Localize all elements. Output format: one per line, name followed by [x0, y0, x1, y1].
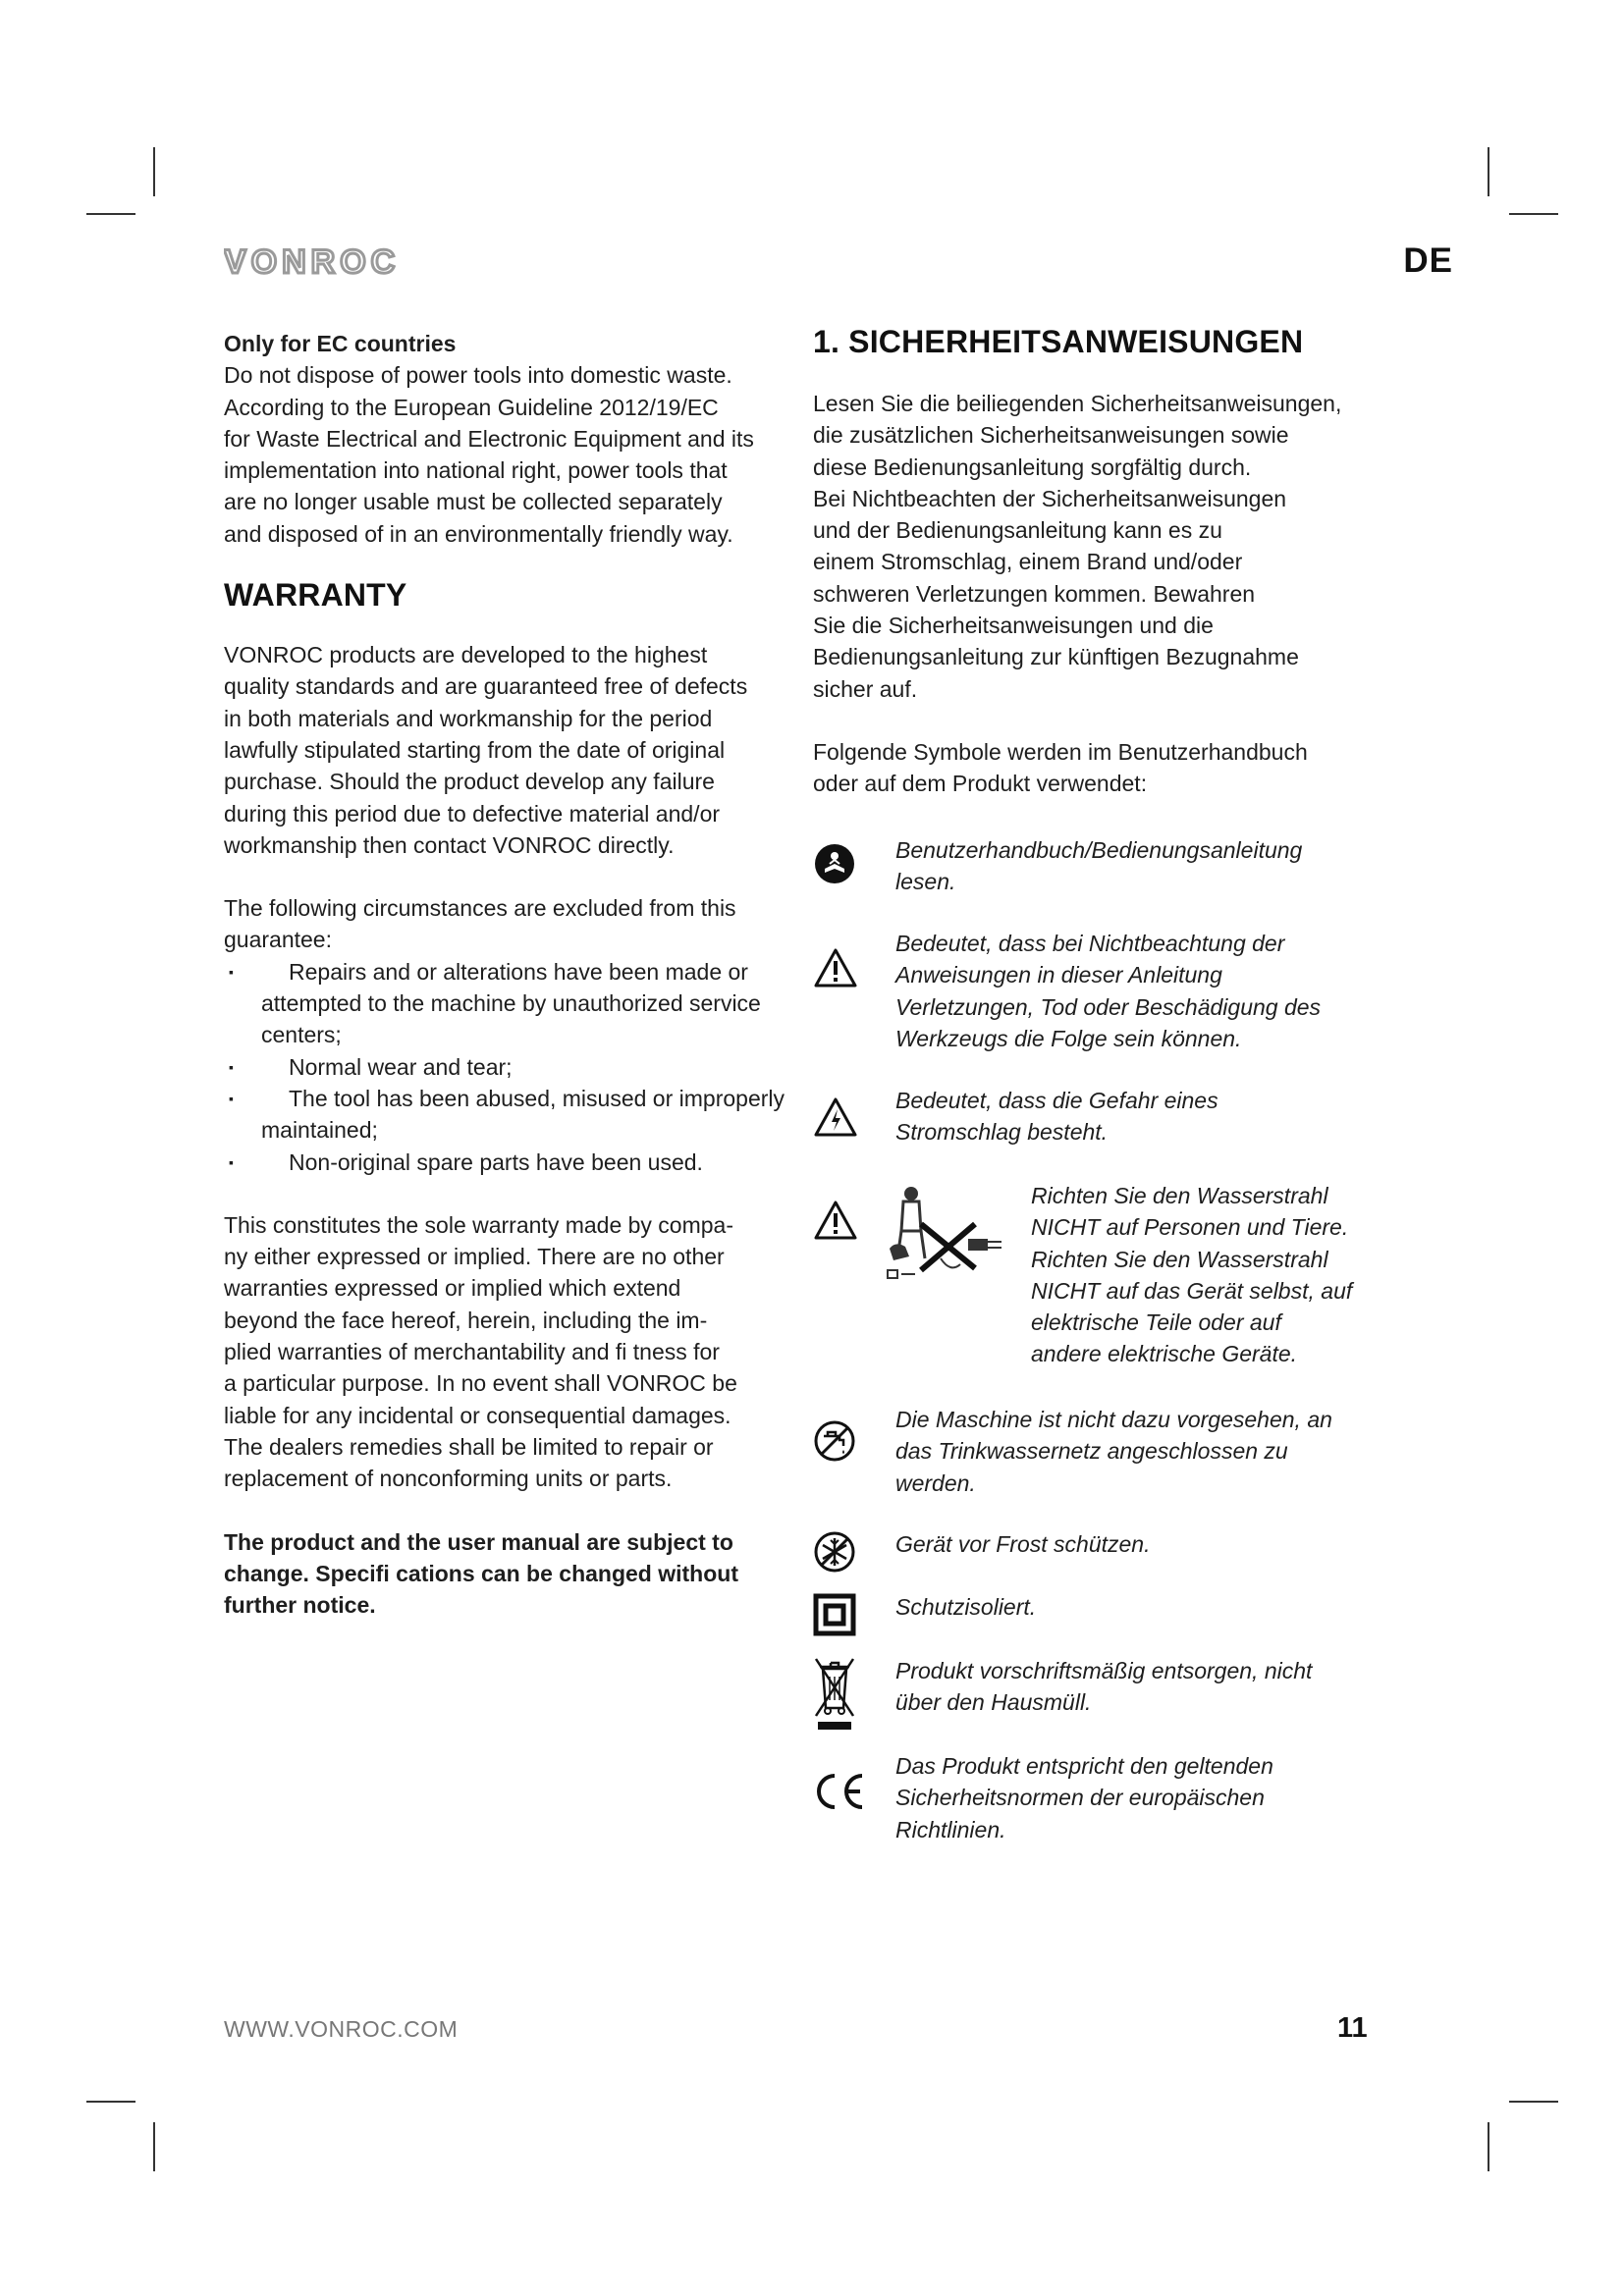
- excluded-intro: The following circumstances are excluded from this guarantee:: [224, 895, 736, 953]
- ce-mark-icon: [813, 1772, 868, 1811]
- footer-url: WWW.VONROC.COM: [224, 2016, 459, 2042]
- excluded-list: [224, 956, 788, 1178]
- list-item: ▪ Repairs and or alterations have been made or attempted to the machine by unauthorized service centers;: [229, 958, 761, 1048]
- read-manual-icon: [813, 842, 856, 885]
- crop-mark: [86, 2101, 135, 2103]
- symbol-description: Bedeutet, dass bei Nichtbeachtung der Anweisungen in dieser Anleitung Verletzungen, Tod oder Beschädigung des Werkzeugs die Folge sein können.: [895, 931, 1322, 1051]
- symbols-intro-text: Folgende Symbole werden im Benutzerhandbuch oder auf dem Produkt verwendet:: [813, 738, 1308, 797]
- symbol-description: Benutzerhandbuch/Bedienungsanleitung lesen.: [895, 837, 1303, 895]
- left-column: [224, 324, 788, 1621]
- ec-heading: Only for EC countries: [224, 331, 457, 356]
- safety-intro-text: Lesen Sie die beiliegenden Sicherheitsanweisungen, die zusätzlichen Sicherheitsanweisungen sowie diese Bedienungsanleitung sorgfältig durch. Bei Nichtbeachten der Sicherheitsanweisungen und der Bedienungsanleitung kann es zu einem Stromschlag, einem Brand und/oder schweren Verletzungen kommen. Bewahren Sie die Sicherheitsanweisungen und die Bedienungsanleitung zur künftigen Bezugnahme sicher auf.: [813, 391, 1342, 702]
- warranty-heading: WARRANTY: [224, 577, 407, 614]
- brand-logo: [224, 241, 416, 281]
- list-item: ▪ Non-original spare parts have been used.: [229, 1148, 703, 1175]
- symbol-description: Das Produkt entspricht den geltenden Sicherheitsnormen der europäischen Richtlinien.: [895, 1753, 1273, 1842]
- symbol-description: Bedeutet, dass die Gefahr eines Stromschlag besteht.: [895, 1088, 1218, 1146]
- crop-mark: [86, 213, 135, 215]
- crop-mark: [1488, 147, 1489, 196]
- electric-shock-warning-icon: [813, 1096, 858, 1138]
- symbol-description: Schutzisoliert.: [895, 1594, 1037, 1620]
- list-item: ▪ The tool has been abused, misused or improperly maintained;: [229, 1085, 785, 1144]
- symbol-description: Produkt vorschriftsmäßig entsorgen, nicht über den Hausmüll.: [895, 1658, 1313, 1716]
- sole-warranty-text: This constitutes the sole warranty made by compa- ny either expressed or implied. There are no other warranties expressed or implied which extend beyond the face hereof, herein, including the im- plied warranties of merchantability and fi tness for a particular purpose. In no event shall VONROC be liable for any incidental or consequential damages. The dealers remedies shall be limited to repair or replacement of nonconforming units or parts.: [224, 1211, 737, 1492]
- crop-mark: [1488, 2122, 1489, 2171]
- list-item: ▪ Normal wear and tear;: [229, 1053, 513, 1080]
- warning-triangle-icon: [813, 947, 858, 988]
- symbol-description: Die Maschine ist nicht dazu vorgesehen, an das Trinkwassernetz angeschlossen zu werden.: [895, 1407, 1332, 1496]
- symbol-description: Gerät vor Frost schützen.: [895, 1531, 1151, 1557]
- double-insulation-icon: [813, 1593, 856, 1636]
- no-drinking-water-connection-icon: [813, 1419, 856, 1463]
- warranty-text: VONROC products are developed to the highest quality standards and are guaranteed free of defects in both materials and workmanship for the period lawfully stipulated starting from the date of original purchase. Should the product develop any failure during this period due to defective material and/or workmanship then contact VONROC directly.: [224, 642, 748, 858]
- warning-triangle-icon: [813, 1200, 858, 1241]
- crop-mark: [153, 147, 155, 196]
- page-number: 11: [1337, 2012, 1368, 2044]
- change-notice: The product and the user manual are subject to change. Specifi cations can be changed without further notice.: [224, 1528, 738, 1619]
- right-column: [813, 324, 1412, 1855]
- safety-heading: 1. SICHERHEITSANWEISUNGEN: [813, 324, 1304, 359]
- no-water-jet-at-people-icon: [882, 1180, 1003, 1288]
- svg-text:VONROC: VONROC: [224, 243, 401, 281]
- crop-mark: [1509, 213, 1558, 215]
- language-code: DE: [1403, 241, 1453, 280]
- crop-mark: [1509, 2101, 1558, 2103]
- symbol-description: Richten Sie den Wasserstrahl NICHT auf Personen und Tiere. Richten Sie den Wasserstrahl NICHT auf das Gerät selbst, auf elektrische Teile oder auf andere elektrische Geräte.: [1031, 1183, 1353, 1367]
- weee-crossed-bin-icon: [813, 1655, 856, 1732]
- ec-disposal-text: Do not dispose of power tools into domestic waste. According to the European Guideline 2012/19/EC for Waste Electrical and Electronic Equipment and its implementation into national right, power tools that are no longer usable must be collected separately and disposed of in an environmentally friendly way.: [224, 362, 754, 547]
- frost-protection-icon: [813, 1530, 856, 1574]
- crop-mark: [153, 2122, 155, 2171]
